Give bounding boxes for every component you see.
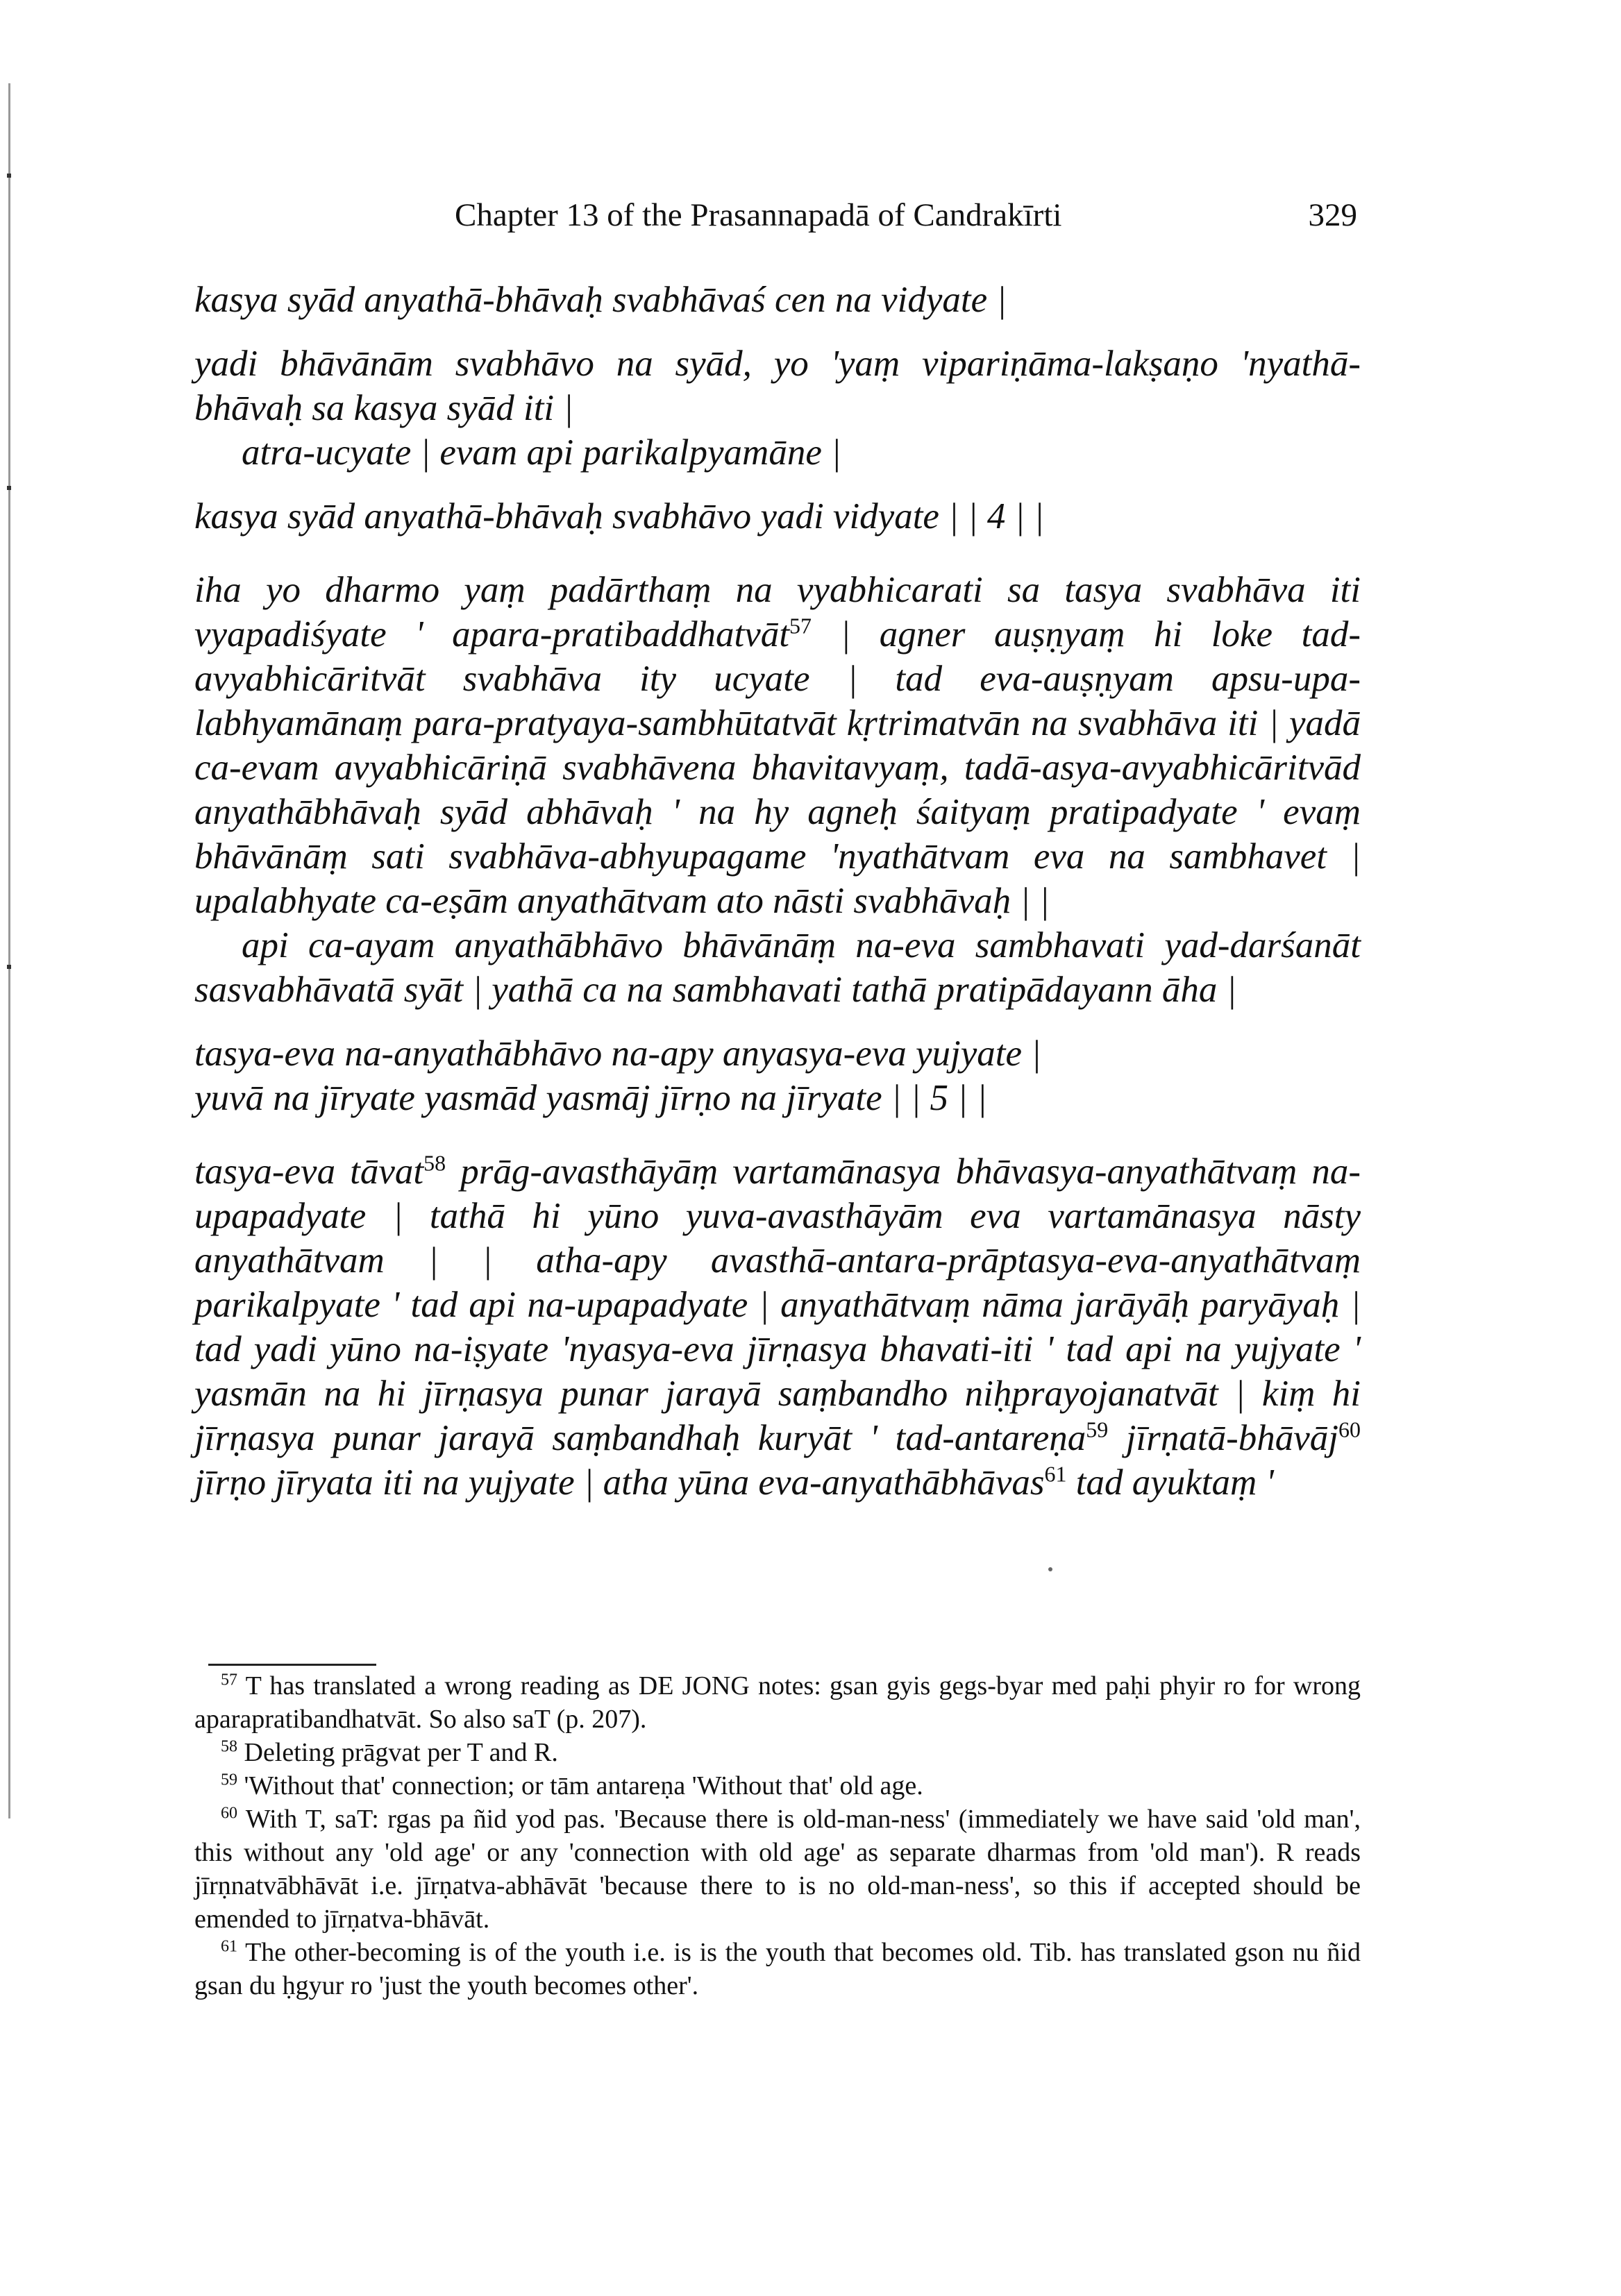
- verse-line: kasya syād anyathā-bhāvaḥ svabhāvaś cen na vidyate |: [194, 280, 1007, 320]
- commentary-paragraph: api ca-ayam anyathābhāvo bhāvānāṃ na-eva sambhavati yad-darśanāt sasvabhāvatā syāt | yathā ca na sambhavati tathā pratipādayann āha |: [194, 925, 1361, 1010]
- verse-line: kasya syād anyathā-bhāvaḥ svabhāvo yadi vidyate | | 4 | |: [194, 496, 1044, 537]
- verse-line: yuvā na jīryate yasmād yasmāj jīrṇo na jīryate | | 5 | |: [194, 1078, 987, 1118]
- commentary-paragraph: [194, 1149, 1361, 1505]
- footnote-ref[interactable]: 59: [1086, 1417, 1109, 1442]
- text-run: | agner auṣṇyaṃ hi loke tad-avyabhicāritvāt svabhāva ity ucyate | tad eva-auṣṇyam apsu-upa-labhyamānaṃ para-pratyaya-sambhūtatvāt kṛtrimatvān na svabhāva iti | yadā ca-evam avyabhicāriṇā svabhāvena bhavitavyaṃ, tadā-asya-avyabhicāritvād anyathābhāvaḥ syād abhāvaḥ ' na hy agneḥ śaityaṃ pratipadyate ' evaṃ bhāvānāṃ sati svabhāva-abhyupagame 'nyathātvam eva na sambhavet | upalabhyate ca-eṣām anyathātvam ato nāsti svabhāvaḥ | |: [194, 614, 1361, 921]
- main-text: [194, 278, 1361, 1505]
- footnote-number: 61: [221, 1937, 237, 1956]
- commentary-paragraph: yadi bhāvānām svabhāvo na syād, yo 'yaṃ vipariṇāma-lakṣaṇo 'nyathā-bhāvaḥ sa kasya syād iti |: [194, 344, 1361, 428]
- scan-speck: [1048, 1567, 1052, 1571]
- running-header: [455, 196, 1357, 238]
- footnote: [194, 1803, 1361, 1936]
- footnote-divider: [208, 1664, 376, 1666]
- footnote-number: 58: [221, 1737, 237, 1756]
- text-run: iha yo dharmo yaṃ padārthaṃ na vyabhicarati sa tasya svabhāva iti vyapadiśyate ' apara-pratibaddhatvāt: [194, 570, 1361, 655]
- footnote-text: The other-becoming is of the youth i.e. is is the youth that becomes old. Tib. has translated gson nu ñid gsan du ḥgyur ro 'just the youth becomes other'.: [194, 1938, 1361, 2000]
- footnote-ref[interactable]: 61: [1044, 1461, 1067, 1487]
- footnote-text: 'Without that' connection; or tām antareṇa 'Without that' old age.: [244, 1771, 923, 1800]
- footnote-number: 59: [221, 1771, 237, 1789]
- footnote-number: 60: [221, 1804, 237, 1823]
- footnote: [194, 1769, 1361, 1803]
- verse-line: atra-ucyate | evam api parikalpyamāne |: [242, 432, 841, 473]
- verse-line: tasya-eva na-anyathābhāvo na-apy anyasya-eva yujyate |: [194, 1033, 1041, 1074]
- footnote-text: T has translated a wrong reading as DE JONG notes: gsan gyis gegs-byar med paḥi phyir ro for wrong aparapratibandhatvāt. So also saT (p. 207).: [194, 1671, 1361, 1734]
- footnote: [194, 1669, 1361, 1736]
- footnote: [194, 1936, 1361, 2002]
- text-run: tad ayuktaṃ ': [1066, 1462, 1274, 1503]
- page-number: 329: [1308, 197, 1357, 233]
- footnotes: [194, 1669, 1361, 2002]
- text-run: jīrṇatā-bhāvāj: [1108, 1418, 1338, 1458]
- commentary-paragraph: [194, 568, 1361, 923]
- footnote-number: 57: [221, 1671, 237, 1689]
- footnote-ref[interactable]: 60: [1338, 1417, 1361, 1442]
- scan-edge-mark: [7, 174, 11, 178]
- text-run: prāg-avasthāyāṃ vartamānasya bhāvasya-anyathātvaṃ na-upapadyate | tathā hi yūno yuva-avasthāyām eva vartamānasya nāsty anyathātvam | | atha-apy avasthā-antara-prāptasya-eva-anyathātvaṃ parikalpyate ' tad api na-upapadyate | anyathātvaṃ nāma jarāyāḥ paryāyaḥ | tad yadi yūno na-iṣyate 'nyasya-eva jīrṇasya bhavati-iti ' tad api na yujyate ' yasmān na hi jīrṇasya punar jarayā saṃbandho niḥprayojanatvāt | kiṃ hi jīrṇasya punar jarayā saṃbandhaḥ kuryāt ' tad-antareṇa: [194, 1151, 1361, 1458]
- text-run: jīrṇo jīryata iti na yujyate | atha yūna eva-anyathābhāvas: [194, 1462, 1045, 1503]
- footnote-ref[interactable]: 58: [423, 1150, 446, 1176]
- chapter-title: Chapter 13 of the Prasannapadā of Candrakīrti: [455, 197, 1062, 233]
- scan-edge-mark: [7, 965, 11, 969]
- text-run: tasya-eva tāvat: [194, 1151, 424, 1192]
- footnote-ref[interactable]: 57: [789, 613, 812, 639]
- footnote: [194, 1736, 1361, 1769]
- scan-edge-mark: [7, 486, 11, 490]
- footnote-text: With T, saT: rgas pa ñid yod pas. 'Because there is old-man-ness' (immediately we have said 'old man', this without any 'old age' or any 'connection with old age' as separate dharmas from 'old man'). R reads jīrṇnatvābhāvāt i.e. jīrṇatva-abhāvāt 'because there to is no old-man-ness', so this if accepted should be emended to jīrṇatva-bhāvāt.: [194, 1805, 1361, 1934]
- footnote-text: Deleting prāgvat per T and R.: [244, 1738, 558, 1767]
- scan-edge-line: [8, 83, 10, 1818]
